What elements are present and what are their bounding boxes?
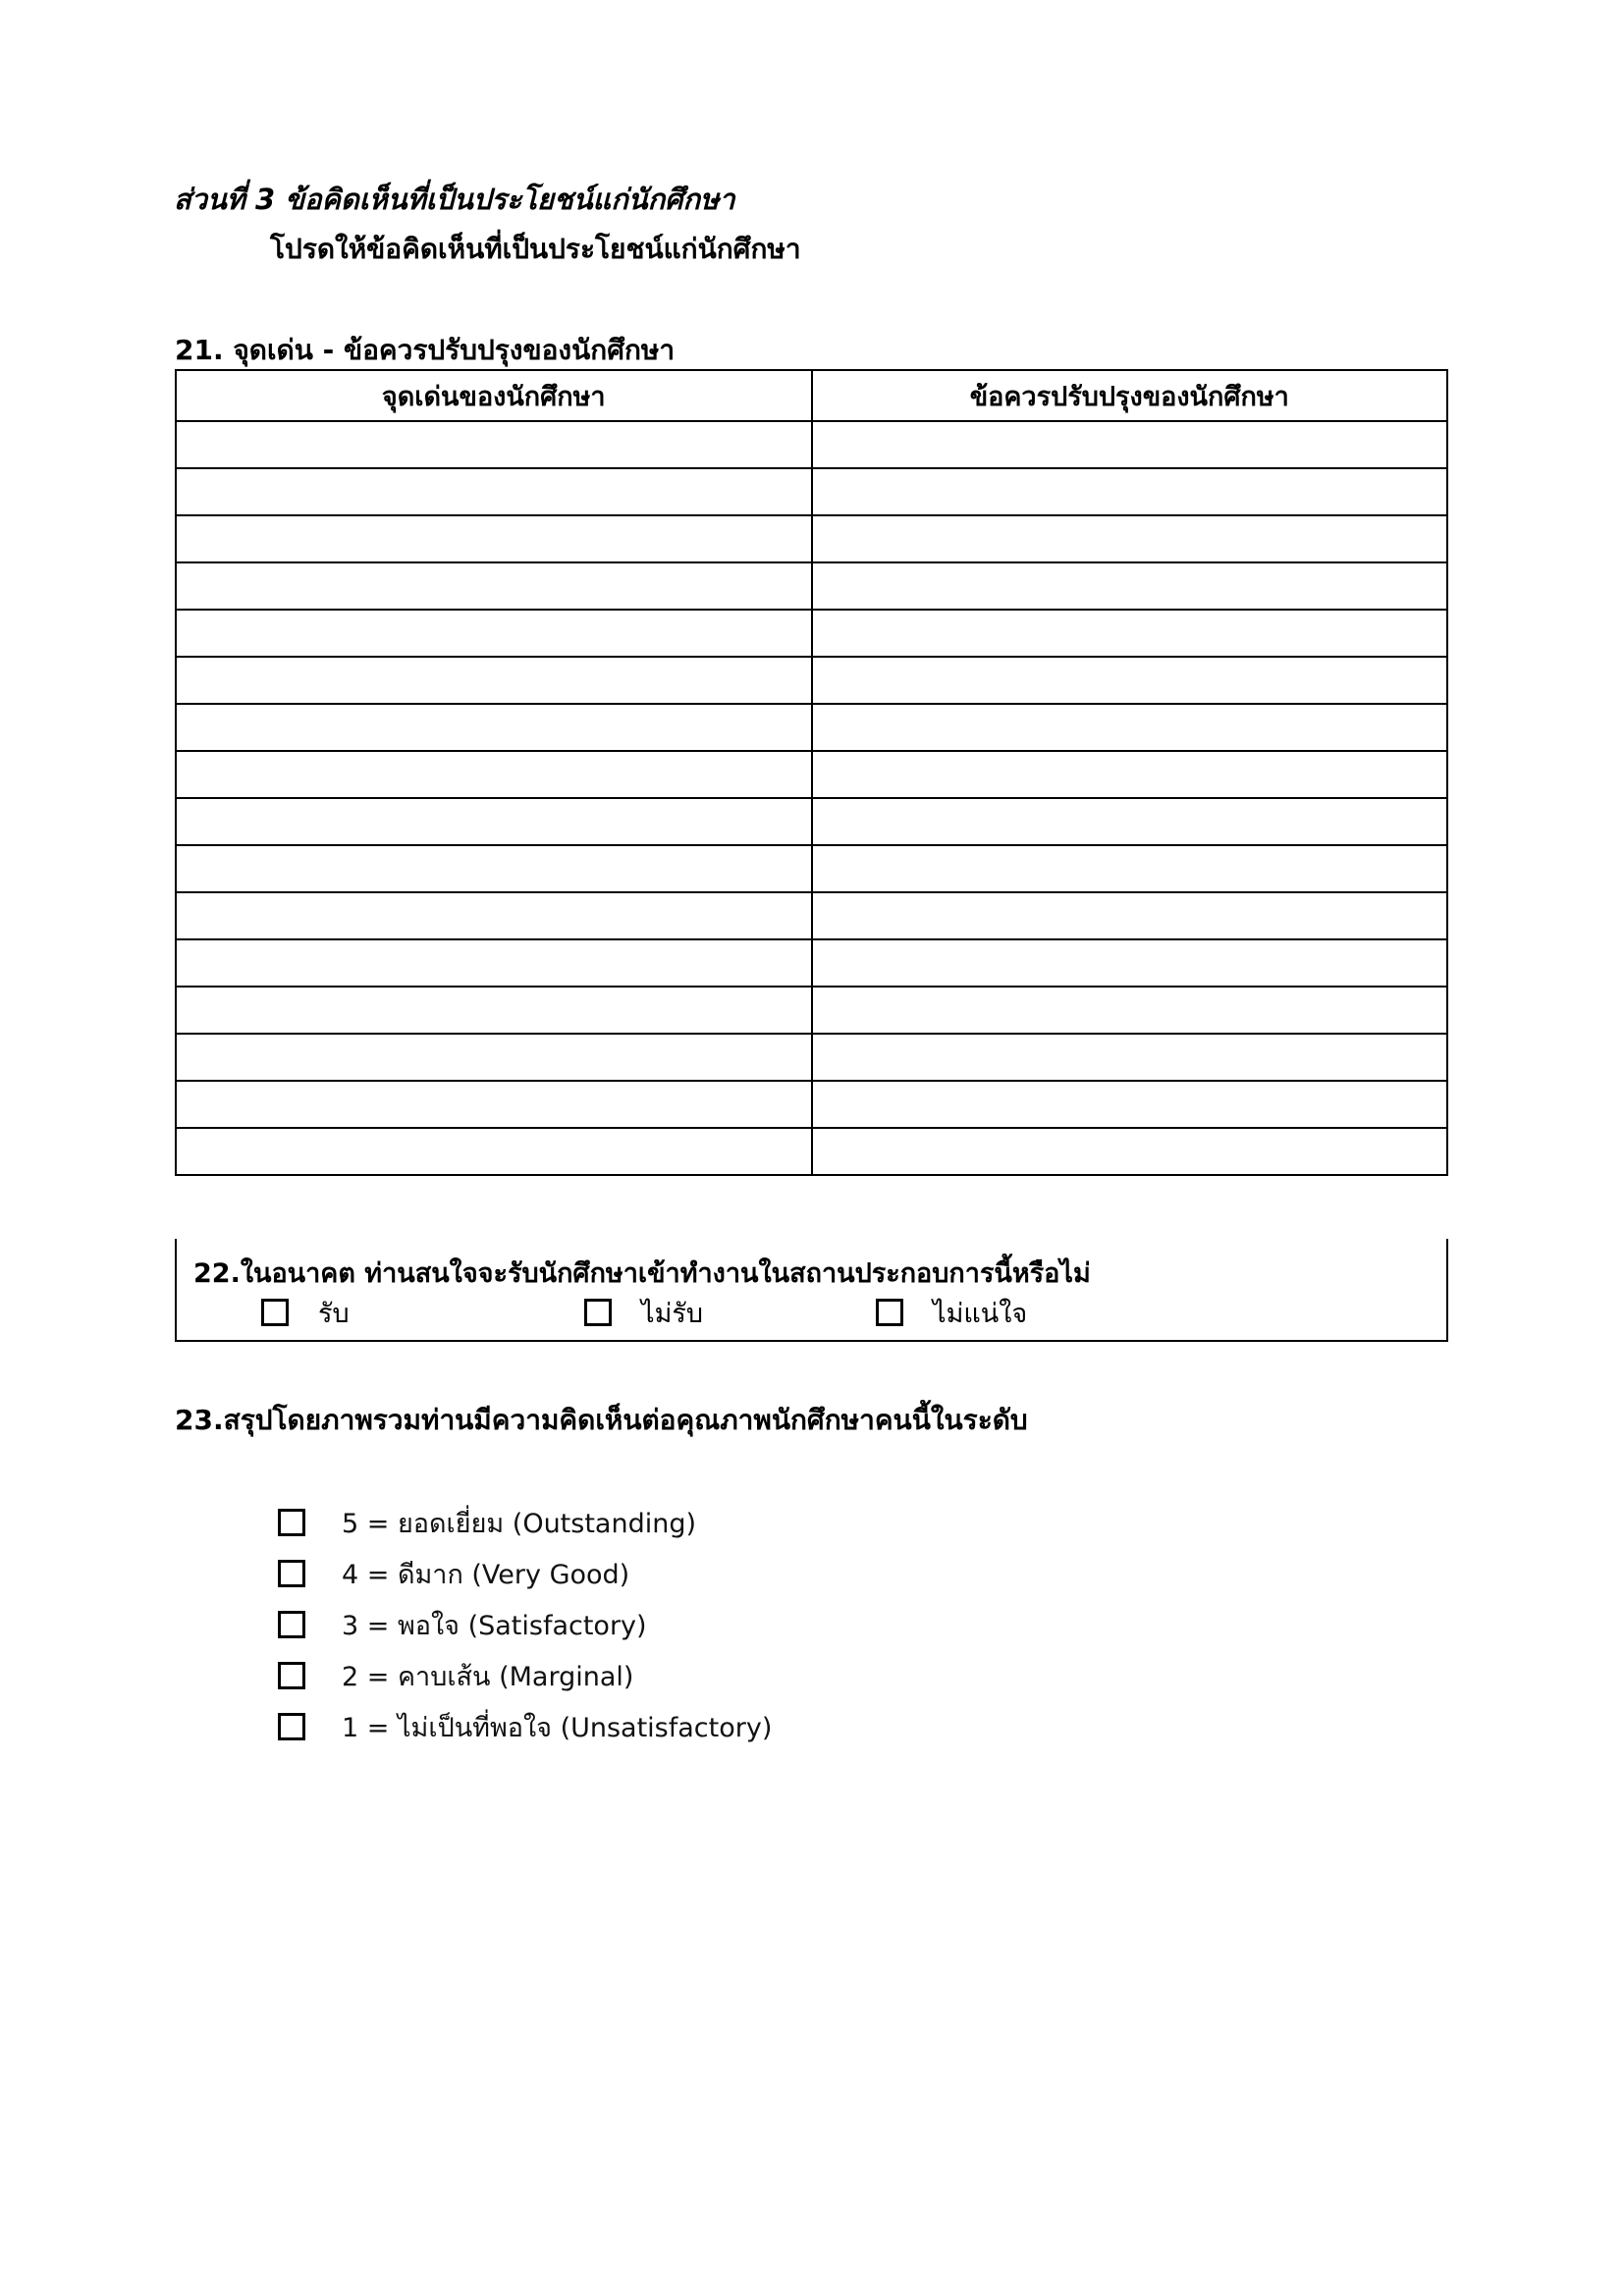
strength-cell[interactable] — [176, 892, 812, 939]
strength-cell[interactable] — [176, 515, 812, 562]
rating-label-5: 5 = ยอดเยี่ยม (Outstanding) — [342, 1508, 697, 1539]
improvement-cell[interactable] — [812, 515, 1448, 562]
strength-cell[interactable] — [176, 939, 812, 987]
checkbox-rating-3[interactable] — [278, 1611, 305, 1638]
improvement-cell[interactable] — [812, 610, 1448, 657]
section-title: ส่วนที่ 3 ข้อคิดเห็นที่เป็นประโยชน์แก่นักศึกษา — [174, 183, 735, 216]
strength-cell[interactable] — [176, 1034, 812, 1081]
option-unsure[interactable] — [876, 1296, 1027, 1329]
strength-cell[interactable] — [176, 1081, 812, 1128]
rating-label-2: 2 = คาบเส้น (Marginal) — [342, 1661, 634, 1692]
question-23-title: 23.สรุปโดยภาพรวมท่านมีความคิดเห็นต่อคุณภาพนักศึกษาคนนี้ในระดับ — [175, 1404, 1028, 1436]
strength-cell[interactable] — [176, 704, 812, 751]
table-row — [176, 562, 1447, 610]
table-row — [176, 468, 1447, 515]
table-row — [176, 892, 1447, 939]
improvement-cell[interactable] — [812, 468, 1448, 515]
option-accept[interactable] — [261, 1296, 350, 1329]
improvement-cell[interactable] — [812, 421, 1448, 468]
improvement-cell[interactable] — [812, 1128, 1448, 1175]
table-row — [176, 704, 1447, 751]
option-decline-label: ไม่รับ — [641, 1298, 704, 1329]
checkbox-rating-5[interactable] — [278, 1509, 305, 1536]
strength-cell[interactable] — [176, 751, 812, 798]
checkbox-rating-1[interactable] — [278, 1713, 305, 1740]
improvement-cell[interactable] — [812, 892, 1448, 939]
table-row — [176, 798, 1447, 845]
improvement-cell[interactable] — [812, 704, 1448, 751]
improvement-cell[interactable] — [812, 1034, 1448, 1081]
rating-option-5[interactable] — [278, 1497, 772, 1548]
rating-label-1: 1 = ไม่เป็นที่พอใจ (Unsatisfactory) — [342, 1712, 773, 1743]
strength-cell[interactable] — [176, 468, 812, 515]
strength-cell[interactable] — [176, 1128, 812, 1175]
strength-cell[interactable] — [176, 610, 812, 657]
table-row — [176, 1034, 1447, 1081]
rating-options — [278, 1497, 772, 1752]
improvement-cell[interactable] — [812, 657, 1448, 704]
table-row — [176, 1128, 1447, 1175]
improvement-cell[interactable] — [812, 562, 1448, 610]
table-row — [176, 515, 1447, 562]
improvement-cell[interactable] — [812, 845, 1448, 892]
rating-option-1[interactable] — [278, 1701, 772, 1752]
table-row — [176, 421, 1447, 468]
question-21-title: 21. จุดเด่น - ข้อควรปรับปรุงของนักศึกษา — [175, 334, 676, 366]
strength-cell[interactable] — [176, 657, 812, 704]
column-header-improvements: ข้อควรปรับปรุงของนักศึกษา — [812, 370, 1448, 421]
column-header-strengths: จุดเด่นของนักศึกษา — [176, 370, 812, 421]
section-instruction: โปรดให้ข้อคิดเห็นที่เป็นประโยชน์แก่นักศึกษา — [270, 233, 801, 265]
improvement-cell[interactable] — [812, 939, 1448, 987]
table-row — [176, 939, 1447, 987]
rating-option-3[interactable] — [278, 1599, 772, 1650]
option-accept-label: รับ — [318, 1298, 350, 1329]
strength-cell[interactable] — [176, 798, 812, 845]
checkbox-rating-2[interactable] — [278, 1662, 305, 1689]
rating-option-2[interactable] — [278, 1650, 772, 1701]
strength-cell[interactable] — [176, 562, 812, 610]
improvement-cell[interactable] — [812, 798, 1448, 845]
table-row — [176, 987, 1447, 1034]
checkbox-decline[interactable] — [584, 1299, 612, 1326]
table-row — [176, 657, 1447, 704]
table-row — [176, 751, 1447, 798]
option-unsure-label: ไม่แน่ใจ — [933, 1298, 1028, 1329]
rating-label-3: 3 = พอใจ (Satisfactory) — [342, 1610, 647, 1641]
table-row — [176, 845, 1447, 892]
rating-label-4: 4 = ดีมาก (Very Good) — [342, 1559, 630, 1590]
strength-cell[interactable] — [176, 421, 812, 468]
checkbox-unsure[interactable] — [876, 1299, 903, 1326]
option-decline[interactable] — [584, 1296, 703, 1329]
checkbox-rating-4[interactable] — [278, 1560, 305, 1587]
question-22-box — [175, 1239, 1448, 1342]
improvement-cell[interactable] — [812, 1081, 1448, 1128]
strength-cell[interactable] — [176, 845, 812, 892]
strength-cell[interactable] — [176, 987, 812, 1034]
strengths-improvements-table — [175, 369, 1448, 1176]
checkbox-accept[interactable] — [261, 1299, 289, 1326]
table-row — [176, 610, 1447, 657]
improvement-cell[interactable] — [812, 987, 1448, 1034]
question-22-text: 22.ในอนาคต ท่านสนใจจะรับนักศึกษาเข้าทำงานในสถานประกอบการนี้หรือไม่ — [193, 1258, 1091, 1289]
improvement-cell[interactable] — [812, 751, 1448, 798]
table-header-row — [176, 370, 1447, 421]
table-row — [176, 1081, 1447, 1128]
rating-option-4[interactable] — [278, 1548, 772, 1599]
